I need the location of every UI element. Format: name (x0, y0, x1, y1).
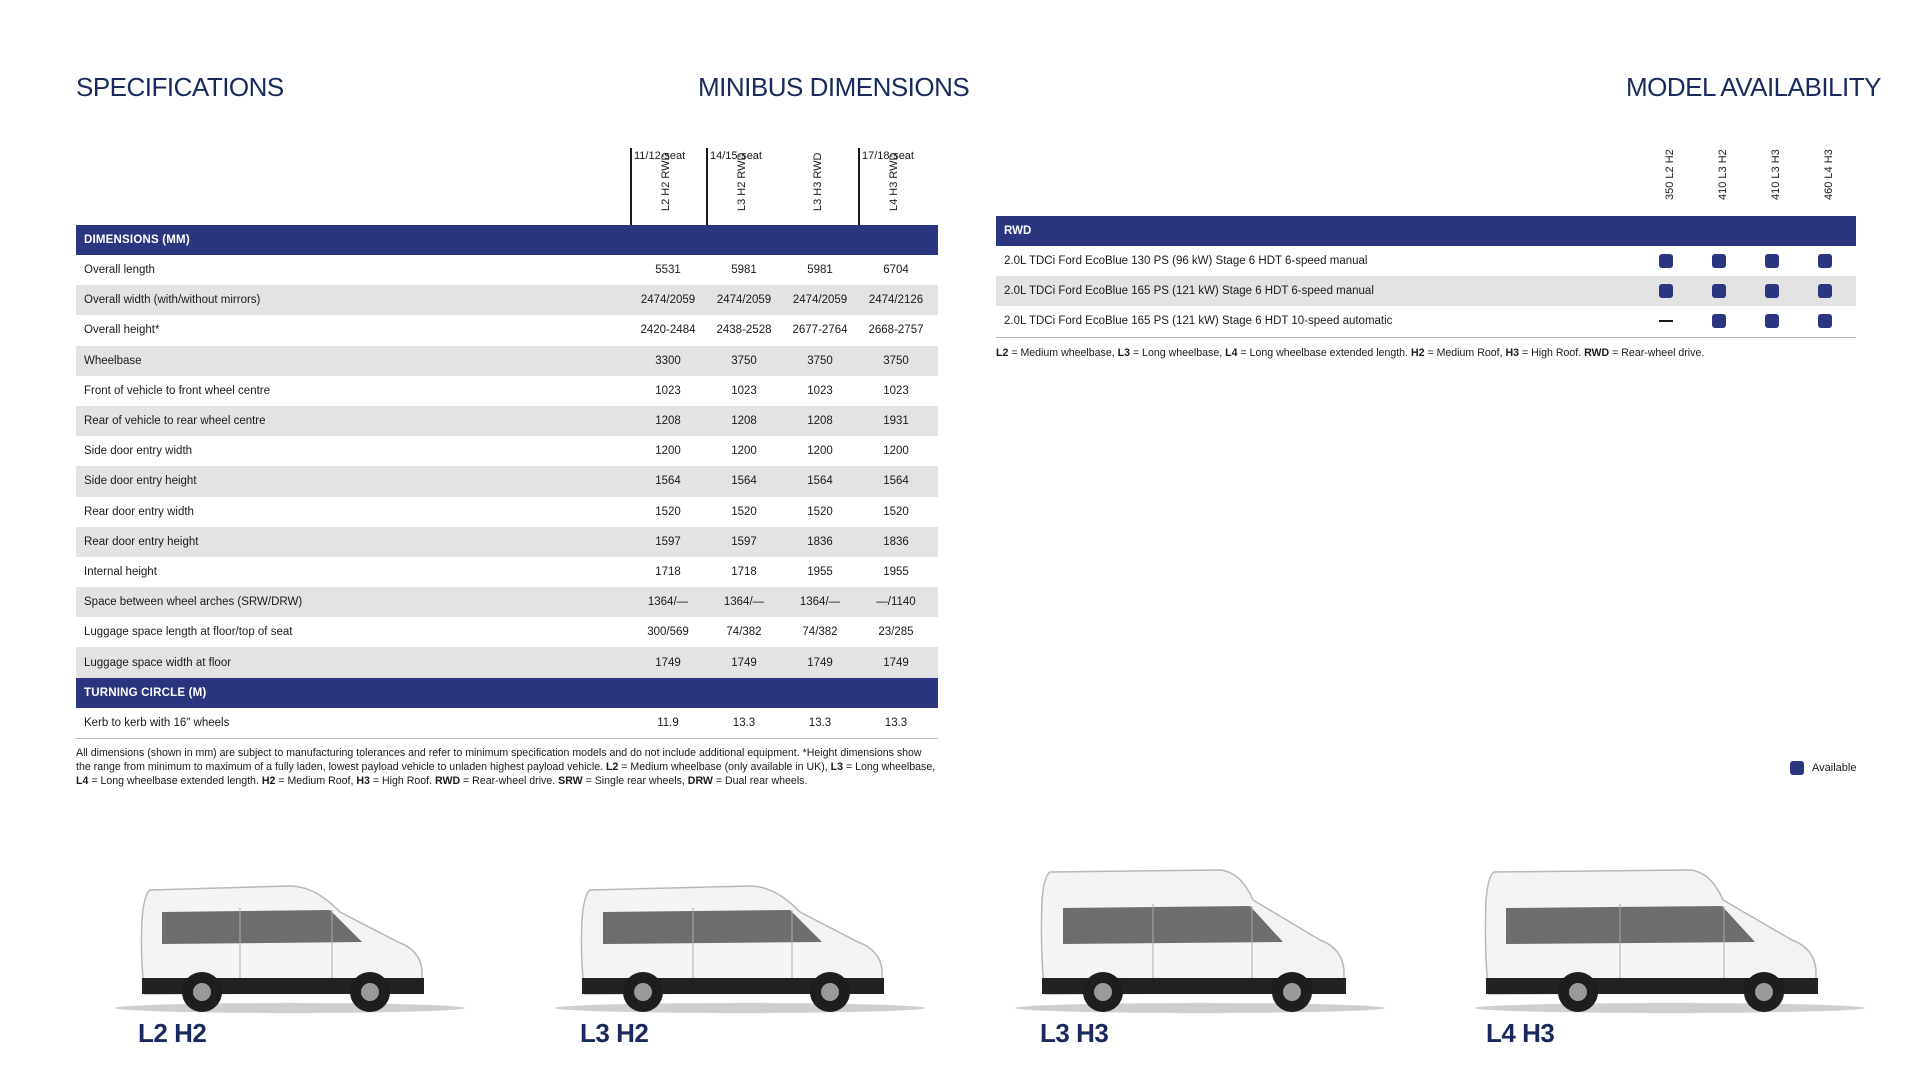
dimensions-section-header: DIMENSIONS (MM) (76, 225, 938, 255)
cell-value: 5981 (807, 264, 833, 277)
cell-value: 1200 (807, 445, 833, 458)
spec-column-1 (630, 146, 706, 225)
cell-value: 1749 (731, 656, 757, 669)
row-label: Overall height* (84, 324, 160, 337)
table-row (76, 466, 938, 496)
cell-value: 1718 (655, 565, 681, 578)
row-label: Rear of vehicle to rear wheel centre (84, 415, 266, 428)
cell-value: 2420-2484 (640, 324, 696, 337)
turning-circle-rows (76, 708, 938, 738)
van-label-l3h2: L3 H2 (580, 1018, 649, 1048)
availability-cell (1712, 314, 1726, 328)
specifications-table (76, 146, 938, 739)
availability-cell (1659, 254, 1673, 268)
cell-value: —/1140 (876, 596, 916, 609)
cell-value: 3750 (883, 354, 909, 367)
spec-column-3 (782, 146, 858, 225)
available-square-icon (1712, 254, 1726, 268)
availability-column-4: 460 L4 H3 (1823, 149, 1835, 200)
cell-value: 1208 (807, 415, 833, 428)
cell-value: 1749 (807, 656, 833, 669)
turning-circle-section-header: TURNING CIRCLE (M) (76, 678, 938, 708)
table-row (76, 376, 938, 406)
row-label: Side door entry height (84, 475, 197, 488)
cell-value: 1208 (731, 415, 757, 428)
table-row (76, 406, 938, 436)
row-label: Rear door entry width (84, 505, 194, 518)
cell-value: 13.3 (808, 716, 832, 729)
cell-value: 2474/2059 (716, 294, 772, 307)
cell-value: 1718 (731, 565, 757, 578)
availability-cell (1659, 284, 1673, 298)
available-square-icon (1712, 284, 1726, 298)
table-row (76, 557, 938, 587)
availability-cell (1818, 254, 1832, 268)
row-label: Internal height (84, 565, 157, 578)
availability-cell (1712, 284, 1726, 298)
engine-label: 2.0L TDCi Ford EcoBlue 165 PS (121 kW) Stage 6 HDT 6-speed manual (1004, 285, 1374, 298)
row-label: Overall width (with/without mirrors) (84, 294, 261, 307)
column-divider (630, 148, 632, 225)
available-square-icon (1818, 284, 1832, 298)
table-row (76, 587, 938, 617)
cell-value: 23/285 (878, 626, 914, 639)
engine-label: 2.0L TDCi Ford EcoBlue 165 PS (121 kW) Stage 6 HDT 10-speed automatic (1004, 315, 1393, 328)
availability-column-3: 410 L3 H3 (1770, 149, 1782, 200)
available-square-icon (1659, 284, 1673, 298)
seat-count-label: 17/18-seat (862, 150, 914, 162)
cell-value: 1749 (883, 656, 909, 669)
table-row (76, 497, 938, 527)
table-row (76, 255, 938, 285)
cell-value: 1364/— (799, 596, 841, 609)
cell-value: 1955 (807, 565, 833, 578)
availability-cell (1818, 314, 1832, 328)
cell-value: 1364/— (723, 596, 765, 609)
row-label: Luggage space length at floor/top of seat (84, 626, 293, 639)
van-image-l3h3 (1005, 860, 1390, 1020)
cell-value: 3300 (655, 354, 681, 367)
cell-value: 1749 (655, 656, 681, 669)
availability-cell (1659, 314, 1673, 328)
cell-value: 74/382 (726, 626, 762, 639)
model-availability-heading: MODEL AVAILABILITY (1626, 72, 1881, 102)
available-square-icon (1818, 254, 1832, 268)
available-square-icon (1790, 761, 1804, 775)
model-availability-table (996, 140, 1856, 359)
table-row (76, 617, 938, 647)
availability-cell (1818, 284, 1832, 298)
legend-available-label: Available (1812, 762, 1857, 774)
cell-value: 2474/2059 (640, 294, 696, 307)
cell-value: 1597 (655, 535, 681, 548)
availability-legend (1790, 761, 1856, 775)
availability-column-1: 350 L2 H2 (1664, 149, 1676, 200)
cell-value: 1836 (807, 535, 833, 548)
cell-value: 1520 (807, 505, 833, 518)
cell-value: 2668-2757 (868, 324, 924, 337)
cell-value: 1931 (883, 415, 909, 428)
cell-value: 13.3 (884, 716, 908, 729)
table-row (76, 315, 938, 345)
availability-row (996, 246, 1856, 276)
available-square-icon (1818, 314, 1832, 328)
cell-value: 2438-2528 (716, 324, 772, 337)
cell-value: 1955 (883, 565, 909, 578)
cell-value: 74/382 (802, 626, 838, 639)
cell-value: 2474/2059 (792, 294, 848, 307)
availability-column-headers (996, 140, 1856, 216)
availability-cell (1765, 254, 1779, 268)
cell-value: 1023 (883, 384, 909, 397)
van-label-l4h3: L4 H3 (1486, 1018, 1555, 1048)
cell-value: 1520 (731, 505, 757, 518)
minibus-dimensions-heading: MINIBUS DIMENSIONS (698, 72, 970, 102)
cell-value: 1023 (655, 384, 681, 397)
table-row (76, 708, 938, 738)
availability-row (996, 276, 1856, 306)
available-square-icon (1712, 314, 1726, 328)
specifications-heading: SPECIFICATIONS (76, 72, 284, 102)
seat-count-label: 11/12-seat (634, 150, 686, 162)
row-label: Overall length (84, 264, 155, 277)
cell-value: 300/569 (647, 626, 689, 639)
spec-column-4 (858, 146, 934, 225)
row-label: Luggage space width at floor (84, 656, 232, 669)
model-code-label: L3 H2 RWD (736, 152, 748, 211)
row-label: Space between wheel arches (SRW/DRW) (84, 596, 303, 609)
cell-value: 1597 (731, 535, 757, 548)
dimensions-rows (76, 255, 938, 678)
van-image-l4h3 (1470, 860, 1870, 1020)
availability-cell (1765, 284, 1779, 298)
column-divider (858, 148, 860, 225)
table-row (76, 647, 938, 677)
cell-value: 2474/2126 (868, 294, 924, 307)
spec-column-2 (706, 146, 782, 225)
availability-bottom-rule (996, 337, 1856, 338)
available-square-icon (1765, 254, 1779, 268)
availability-cell (1712, 254, 1726, 268)
cell-value: 1520 (655, 505, 681, 518)
cell-value: 1364/— (647, 596, 689, 609)
cell-value: 1836 (883, 535, 909, 548)
engine-label: 2.0L TDCi Ford EcoBlue 130 PS (96 kW) Stage 6 HDT 6-speed manual (1004, 255, 1368, 268)
van-label-l2h2: L2 H2 (138, 1018, 207, 1048)
cell-value: 2677-2764 (792, 324, 848, 337)
cell-value: 5531 (655, 264, 681, 277)
row-label: Side door entry width (84, 445, 193, 458)
van-image-l2h2 (100, 870, 470, 1020)
row-label: Front of vehicle to front wheel centre (84, 384, 271, 397)
model-code-label: L3 H3 RWD (812, 152, 824, 211)
table-row (76, 436, 938, 466)
row-label: Kerb to kerb with 16" wheels (84, 716, 230, 729)
rwd-section-header: RWD (996, 216, 1856, 246)
cell-value: 1564 (655, 475, 681, 488)
table-row (76, 285, 938, 315)
available-square-icon (1659, 254, 1673, 268)
available-square-icon (1765, 314, 1779, 328)
model-code-label: L2 H2 RWD (660, 152, 672, 211)
availability-row (996, 306, 1856, 336)
spec-column-headers (76, 146, 938, 225)
cell-value: 3750 (731, 354, 757, 367)
cell-value: 1200 (883, 445, 909, 458)
spec-footnote: All dimensions (shown in mm) are subject to manufacturing tolerances and refer to minimum specification models and do not include additional equipment. *Height dimensions show the range from minimum to maximum of a fully laden, lowest payload vehicle to unladen highest payload vehicle. L2 = Medium wheelbase (only available in UK), L3 = Long wheelbase, L4 = Long wheelbase extended length. H2 = Medium Roof, H3 = High Roof. RWD = Rear-wheel drive. SRW = Single rear wheels, DRW = Dual rear wheels. (76, 747, 936, 787)
cell-value: 1564 (731, 475, 757, 488)
row-label: Rear door entry height (84, 535, 199, 548)
cell-value: 1200 (655, 445, 681, 458)
dash-icon (1659, 320, 1673, 322)
cell-value: 1023 (731, 384, 757, 397)
row-label: Wheelbase (84, 354, 142, 367)
seat-count-label: 14/15-seat (710, 150, 762, 162)
cell-value: 13.3 (732, 716, 756, 729)
column-divider (706, 148, 708, 225)
van-label-l3h3: L3 H3 (1040, 1018, 1109, 1048)
cell-value: 3750 (807, 354, 833, 367)
availability-footnote: L2 = Medium wheelbase, L3 = Long wheelbase, L4 = Long wheelbase extended length. H2 = Medium Roof, H3 = High Roof. RWD = Rear-wheel drive. (996, 346, 1705, 359)
available-square-icon (1765, 284, 1779, 298)
cell-value: 11.9 (657, 716, 679, 729)
cell-value: 1564 (883, 475, 909, 488)
cell-value: 5981 (731, 264, 757, 277)
availability-cell (1765, 314, 1779, 328)
van-image-l3h2 (545, 870, 930, 1020)
cell-value: 1520 (883, 505, 909, 518)
availability-rows (996, 246, 1856, 337)
table-bottom-rule (76, 738, 938, 739)
availability-column-2: 410 L3 H2 (1717, 149, 1729, 200)
cell-value: 6704 (883, 264, 909, 277)
model-code-label: L4 H3 RWD (888, 152, 900, 211)
cell-value: 1200 (731, 445, 757, 458)
table-row (76, 346, 938, 376)
cell-value: 1208 (655, 415, 681, 428)
cell-value: 1023 (807, 384, 833, 397)
cell-value: 1564 (807, 475, 833, 488)
table-row (76, 527, 938, 557)
